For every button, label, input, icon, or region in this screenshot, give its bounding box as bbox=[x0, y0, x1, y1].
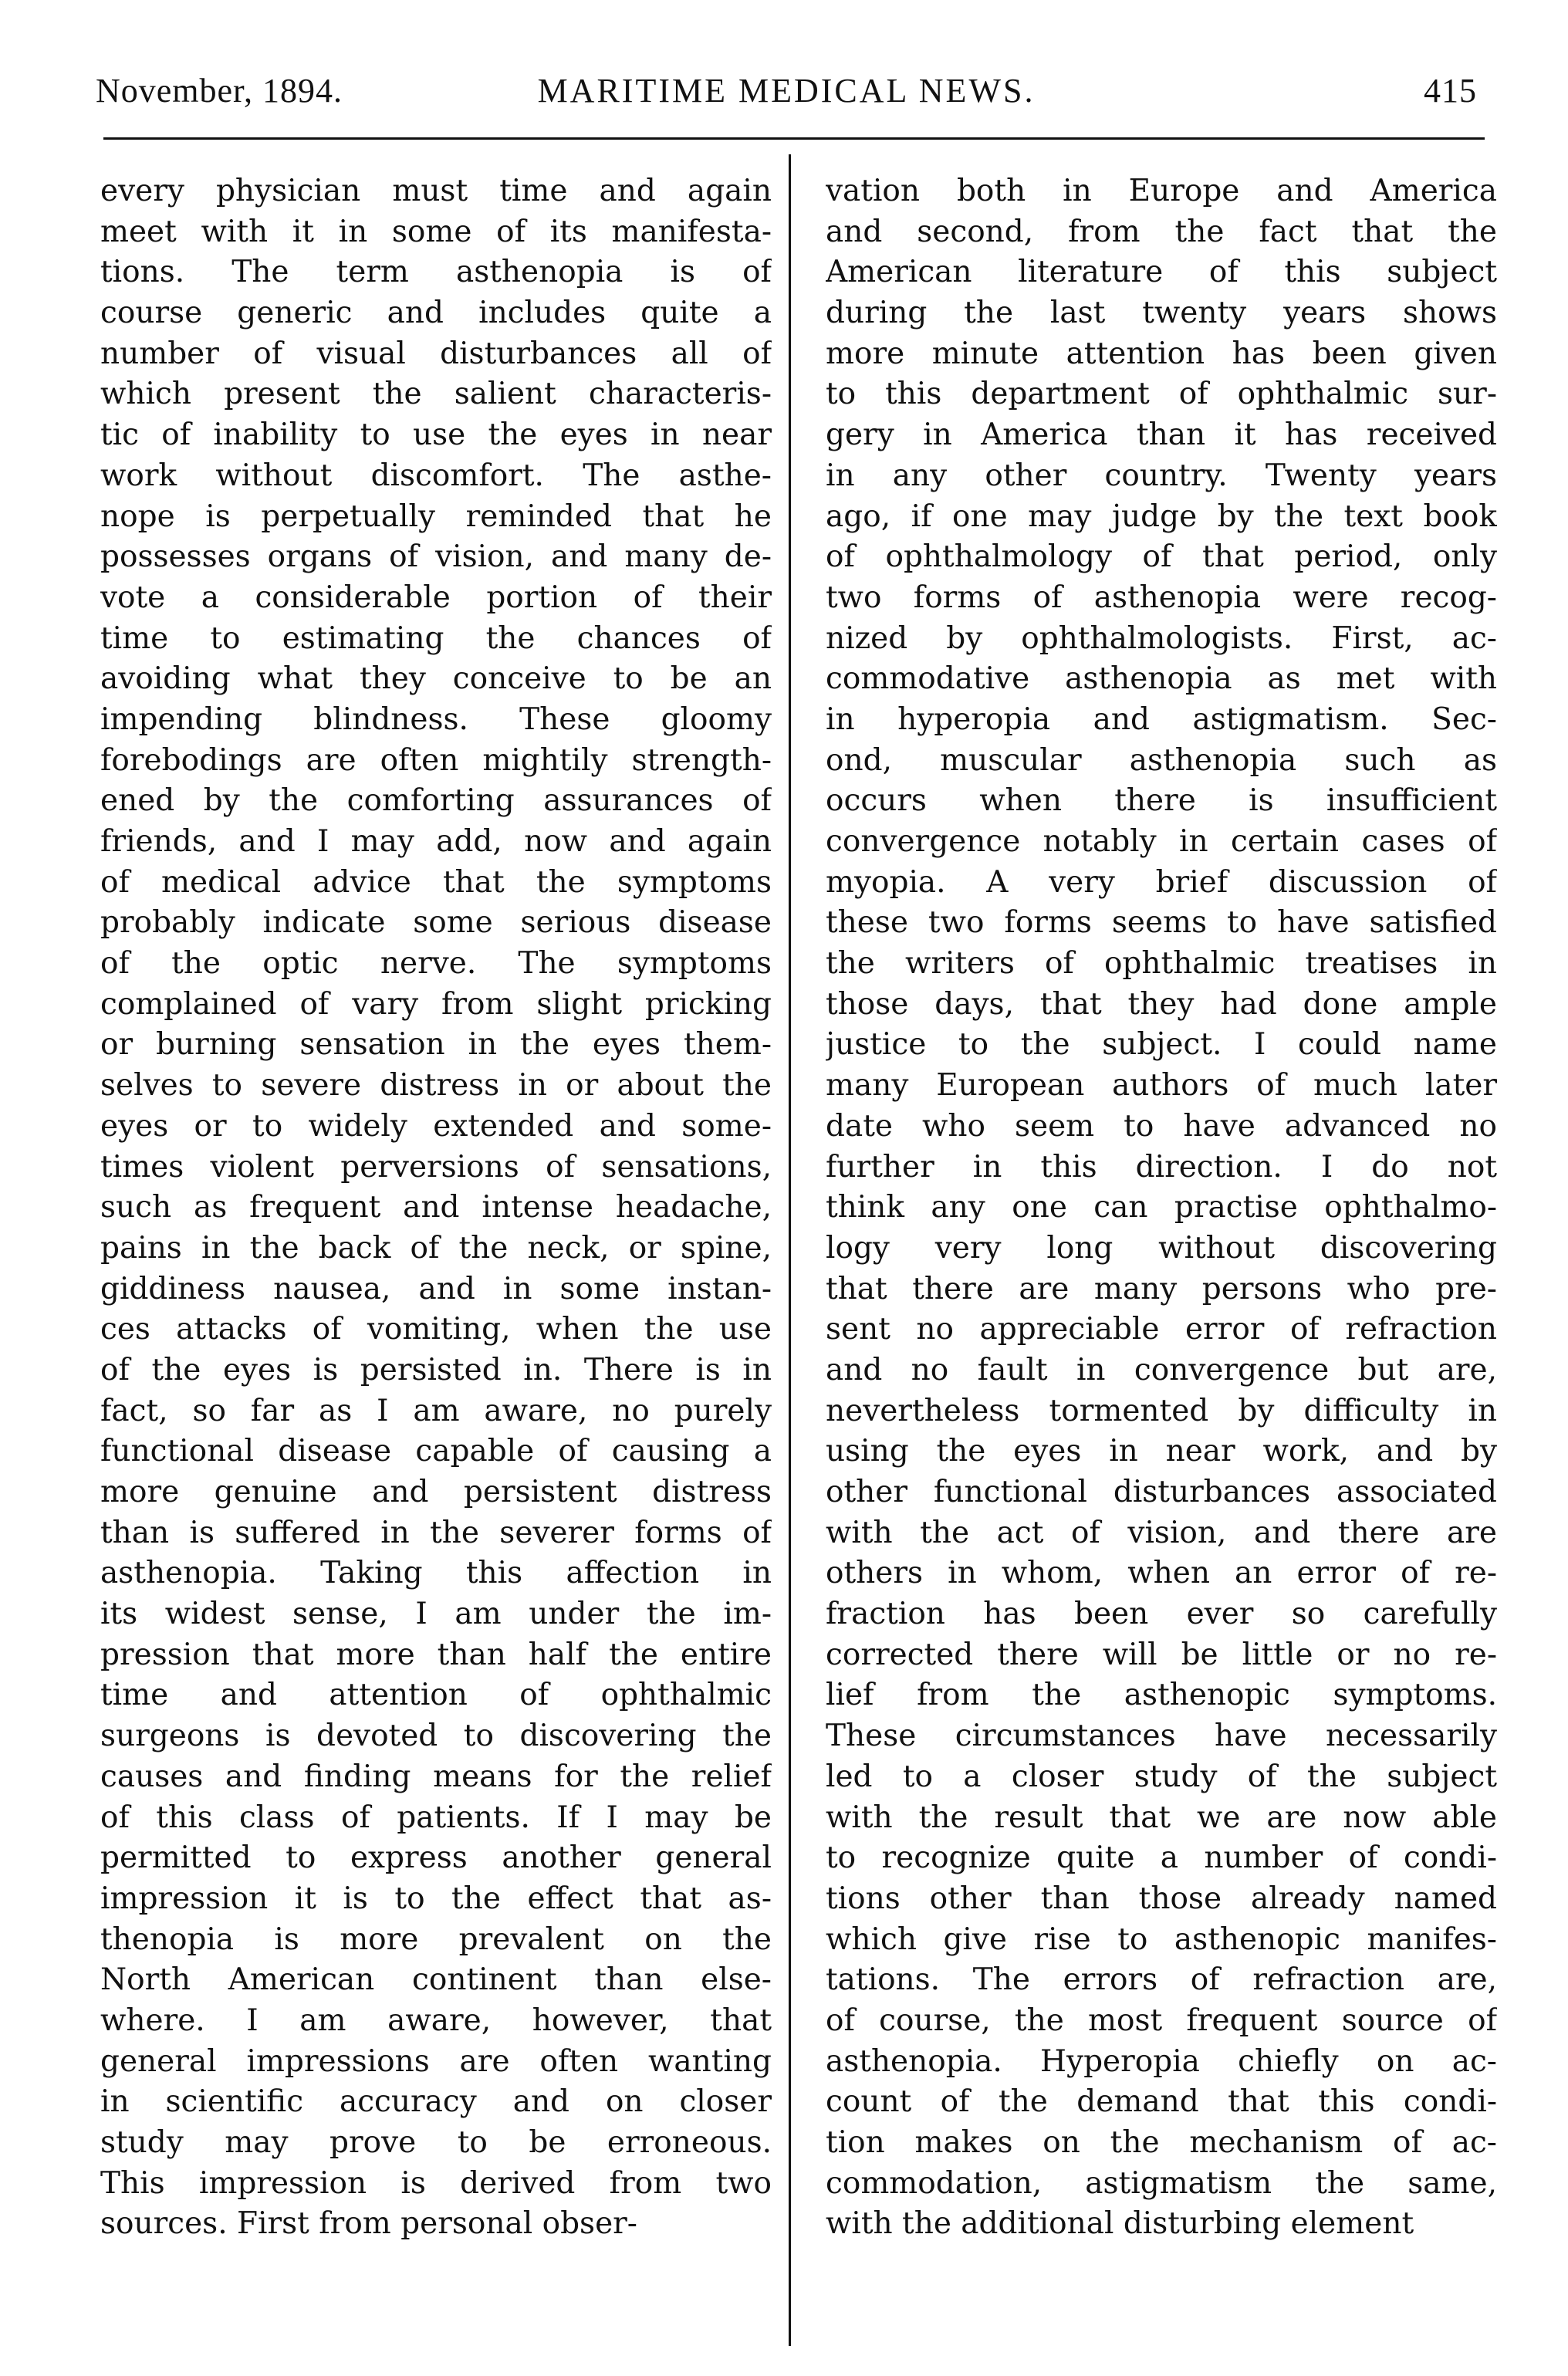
right-column-text-line: count of the demand that this condi- bbox=[826, 2084, 1497, 2120]
left-column-text-line: time to estimating the chances of bbox=[100, 620, 772, 656]
left-column-text-line: such as frequent and intense headache, bbox=[100, 1190, 772, 1225]
right-column-text-line: led to a closer study of the subject bbox=[826, 1759, 1497, 1794]
right-column-text-line: vation both in Europe and America bbox=[826, 174, 1497, 208]
left-column-text-line: work without discomfort. The asthe- bbox=[100, 458, 772, 493]
left-column-text-line: thenopia is more prevalent on the bbox=[100, 1921, 772, 1957]
right-column-text-line: further in this direction. I do not bbox=[826, 1149, 1497, 1185]
left-column-text-line: friends, and I may add, now and again bbox=[100, 824, 772, 859]
header-journal-title: MARITIME MEDICAL NEWS. bbox=[537, 72, 1036, 110]
right-column-text-line: with the result that we are now able bbox=[826, 1800, 1497, 1835]
right-column-text-line: gery in America than it has received bbox=[826, 417, 1497, 453]
header-rule bbox=[103, 137, 1485, 140]
left-column-text-line: avoiding what they conceive to be an bbox=[100, 661, 772, 697]
column-divider bbox=[789, 154, 791, 2346]
right-column-text-line: logy very long without discovering bbox=[826, 1230, 1497, 1266]
right-column-text-line: occurs when there is insufficient bbox=[826, 783, 1497, 819]
left-column-text-line: meet with it in some of its manifesta- bbox=[100, 214, 772, 249]
left-column bbox=[100, 171, 772, 2332]
left-column-text-line: tic of inability to use the eyes in near bbox=[100, 417, 772, 453]
right-column-text-line: of ophthalmology of that period, only bbox=[826, 539, 1497, 575]
left-column-text-line: eyes or to widely extended and some- bbox=[100, 1108, 772, 1144]
right-column-text-line: many European authors of much later bbox=[826, 1068, 1497, 1104]
right-column-text-line: other functional disturbances associated bbox=[826, 1475, 1497, 1509]
right-column-text-line: nevertheless tormented by difficulty in bbox=[826, 1393, 1497, 1428]
left-column-text-line: in scientific accuracy and on closer bbox=[100, 2084, 772, 2120]
left-column-text-line: sources. First from personal obser- bbox=[100, 2206, 637, 2242]
right-column-text-line: with the additional disturbing element bbox=[826, 2206, 1414, 2242]
right-column-text-line: and second, from the fact that the bbox=[826, 214, 1497, 249]
running-header bbox=[96, 71, 1477, 125]
left-column-text-line: causes and finding means for the relief bbox=[100, 1759, 772, 1794]
left-column-text-line: pains in the back of the neck, or spine, bbox=[100, 1230, 772, 1266]
right-column-text-line: in any other country. Twenty years bbox=[826, 458, 1497, 493]
left-column-text-line: This impression is derived from two bbox=[100, 2165, 772, 2201]
left-column-text-line: times violent perversions of sensations, bbox=[100, 1149, 772, 1185]
right-column-text-line: to recognize quite a number of condi- bbox=[826, 1840, 1497, 1876]
right-column-text-line: myopia. A very brief discussion of bbox=[826, 864, 1497, 900]
right-column-text-line: the writers of ophthalmic treatises in bbox=[826, 946, 1497, 982]
left-column-text-line: of the eyes is persisted in. There is in bbox=[100, 1352, 772, 1387]
right-column-text-line: American literature of this subject bbox=[826, 255, 1497, 290]
right-column-text-line: think any one can practise ophthalmo- bbox=[826, 1190, 1497, 1225]
left-column-text-line: ces attacks of vomiting, when the use bbox=[100, 1312, 772, 1347]
right-column-text-line: date who seem to have advanced no bbox=[826, 1108, 1497, 1144]
left-column-text-line: giddiness nausea, and in some instan- bbox=[100, 1271, 772, 1306]
left-column-text-line: tions. The term asthenopia is of bbox=[100, 255, 772, 290]
left-column-text-line: of the optic nerve. The symptoms bbox=[100, 946, 772, 982]
left-column-text-line: time and attention of ophthalmic bbox=[100, 1678, 772, 1713]
right-column-text-line: to this department of ophthalmic sur- bbox=[826, 377, 1497, 412]
right-column-text-line: during the last twenty years shows bbox=[826, 296, 1497, 331]
left-column-text-line: which present the salient characteris- bbox=[100, 377, 772, 412]
left-column-text-line: of this class of patients. If I may be bbox=[100, 1800, 772, 1835]
header-date: November, 1894. bbox=[96, 72, 343, 110]
right-column-text-line: These circumstances have necessarily bbox=[826, 1719, 1497, 1754]
left-column-text-line: fact, so far as I am aware, no purely bbox=[100, 1393, 772, 1428]
right-column-text-line: commodation, astigmatism the same, bbox=[826, 2165, 1497, 2201]
left-column-text-line: forebodings are often mightily strength- bbox=[100, 742, 772, 778]
left-column-text-line: probably indicate some serious disease bbox=[100, 905, 772, 941]
right-column-text-line: in hyperopia and astigmatism. Sec- bbox=[826, 701, 1497, 737]
right-column-text-line: two forms of asthenopia were recog- bbox=[826, 580, 1497, 615]
left-column-text-line: asthenopia. Taking this affection in bbox=[100, 1556, 772, 1591]
left-column-text-line: possesses organs of vision, and many de- bbox=[100, 539, 772, 575]
right-column-text-line: ago, if one may judge by the text book bbox=[826, 499, 1497, 534]
left-column-text-line: ened by the comforting assurances of bbox=[100, 783, 772, 819]
left-column-text-line: of medical advice that the symptoms bbox=[100, 864, 772, 900]
right-column-text-line: lief from the asthenopic symptoms. bbox=[826, 1678, 1497, 1713]
right-column-text-line: convergence notably in certain cases of bbox=[826, 824, 1497, 859]
left-column-text-line: impending blindness. These gloomy bbox=[100, 701, 772, 737]
left-column-text-line: than is suffered in the severer forms of bbox=[100, 1515, 772, 1550]
right-column bbox=[826, 171, 1497, 2332]
right-column-text-line: asthenopia. Hyperopia chiefly on ac- bbox=[826, 2043, 1497, 2079]
right-column-text-line: those days, that they had done ample bbox=[826, 986, 1497, 1022]
right-column-text-line: of course, the most frequent source of bbox=[826, 2003, 1497, 2038]
left-column-text-line: vote a considerable portion of their bbox=[100, 580, 772, 615]
left-column-text-line: complained of vary from slight pricking bbox=[100, 986, 772, 1022]
right-column-text-line: tions other than those already named bbox=[826, 1881, 1497, 1916]
right-column-text-line: others in whom, when an error of re- bbox=[826, 1556, 1497, 1591]
left-column-text-line: every physician must time and again bbox=[100, 174, 772, 208]
left-column-text-line: course generic and includes quite a bbox=[100, 296, 772, 331]
right-column-text-line: ond, muscular asthenopia such as bbox=[826, 742, 1497, 778]
left-column-text-line: where. I am aware, however, that bbox=[100, 2003, 772, 2038]
left-column-text-line: more genuine and persistent distress bbox=[100, 1475, 772, 1509]
left-column-text-line: or burning sensation in the eyes them- bbox=[100, 1027, 772, 1063]
right-column-text-line: with the act of vision, and there are bbox=[826, 1515, 1497, 1550]
right-column-text-line: and no fault in convergence but are, bbox=[826, 1352, 1497, 1387]
left-column-text-line: nope is perpetually reminded that he bbox=[100, 499, 772, 534]
right-column-text-line: sent no appreciable error of refraction bbox=[826, 1312, 1497, 1347]
left-column-text-line: number of visual disturbances all of bbox=[100, 336, 772, 371]
right-column-text-line: nized by ophthalmologists. First, ac- bbox=[826, 620, 1497, 656]
left-column-text-line: study may prove to be erroneous. bbox=[100, 2125, 772, 2160]
left-column-text-line: selves to severe distress in or about the bbox=[100, 1068, 772, 1104]
right-column-text-line: that there are many persons who pre- bbox=[826, 1271, 1497, 1306]
right-column-text-line: corrected there will be little or no re- bbox=[826, 1637, 1497, 1672]
right-column-text-line: justice to the subject. I could name bbox=[826, 1027, 1497, 1063]
right-column-text-line: which give rise to asthenopic manifes- bbox=[826, 1921, 1497, 1957]
right-column-text-line: more minute attention has been given bbox=[826, 336, 1497, 371]
right-column-text-line: these two forms seems to have satisfied bbox=[826, 905, 1497, 941]
left-column-text-line: functional disease capable of causing a bbox=[100, 1434, 772, 1469]
left-column-text-line: permitted to express another general bbox=[100, 1840, 772, 1876]
left-column-text-line: North American continent than else- bbox=[100, 1962, 772, 1998]
left-column-text-line: impression it is to the effect that as- bbox=[100, 1881, 772, 1916]
header-page-number: 415 bbox=[1424, 72, 1477, 110]
left-column-text-line: pression that more than half the entire bbox=[100, 1637, 772, 1672]
right-column-text-line: tations. The errors of refraction are, bbox=[826, 1962, 1497, 1998]
left-column-text-line: its widest sense, I am under the im- bbox=[100, 1597, 772, 1632]
right-column-text-line: using the eyes in near work, and by bbox=[826, 1434, 1497, 1469]
right-column-text-line: fraction has been ever so carefully bbox=[826, 1597, 1497, 1632]
right-column-text-line: commodative asthenopia as met with bbox=[826, 661, 1497, 697]
left-column-text-line: surgeons is devoted to discovering the bbox=[100, 1719, 772, 1754]
right-column-text-line: tion makes on the mechanism of ac- bbox=[826, 2125, 1497, 2160]
left-column-text-line: general impressions are often wanting bbox=[100, 2043, 772, 2079]
